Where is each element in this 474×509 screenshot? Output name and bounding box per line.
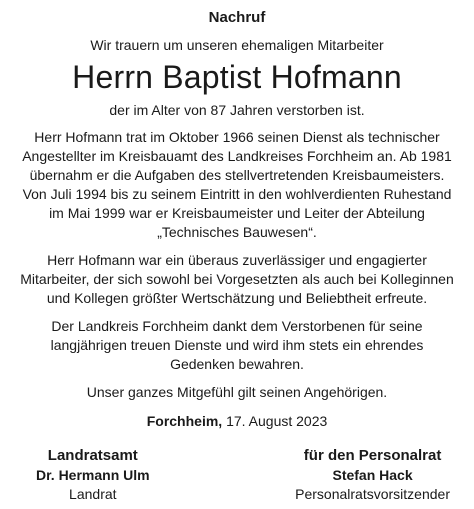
signature-person: Dr. Hermann Ulm <box>36 467 150 483</box>
condolence-paragraph: Unser ganzes Mitgefühl gilt seinen Angehörigen. <box>86 384 388 400</box>
date: 17. August 2023 <box>226 413 328 429</box>
signatures <box>12 445 462 504</box>
signature-role: Personalratsvorsitzender <box>295 486 450 502</box>
tribute-paragraph: Herr Hofmann war ein überaus zuverlässiger und engagierter Mitarbeiter, der sich sowohl bei Vorgesetzten als auch bei Kolleginnen und Kollegen größter Wertschätzung und Beliebtheit erfreute. <box>20 252 454 306</box>
place: Forchheim, <box>146 413 223 429</box>
signature-org: für den Personalrat <box>303 447 442 464</box>
signature-landratsamt <box>36 445 150 504</box>
thanks-paragraph: Der Landkreis Forchheim dankt dem Verstorbenen für seine langjährigen treuen Dienste und wird ihm stets ein ehrendes Gedenken bewahren. <box>50 318 424 372</box>
intro-line: Wir trauern um unseren ehemaligen Mitarbeiter <box>90 37 384 53</box>
signature-person: Stefan Hack <box>332 467 413 483</box>
signature-role: Landrat <box>69 486 117 502</box>
signature-personalrat <box>295 445 450 504</box>
career-paragraph: Herr Hofmann trat im Oktober 1966 seinen Dienst als technischer Angestellter im Kreisbauamt des Landkreises Forchheim an. Ab 1981 übernahm er die Aufgaben des stellvertretenden Kreisbaumeisters. Von Juli 1994 bis zu seinem Eintritt in den wohlverdienten Ruhestand im Mai 1999 war er Kreisbaumeister und Leiter der Abteilung „Technisches Bauwesen“. <box>22 129 452 240</box>
age-line: der im Alter von 87 Jahren verstorben ist. <box>109 102 365 118</box>
signature-org: Landratsamt <box>47 447 138 464</box>
notice-heading: Nachruf <box>208 9 266 26</box>
place-date-line <box>12 413 462 429</box>
deceased-name: Herrn Baptist Hofmann <box>72 59 402 95</box>
